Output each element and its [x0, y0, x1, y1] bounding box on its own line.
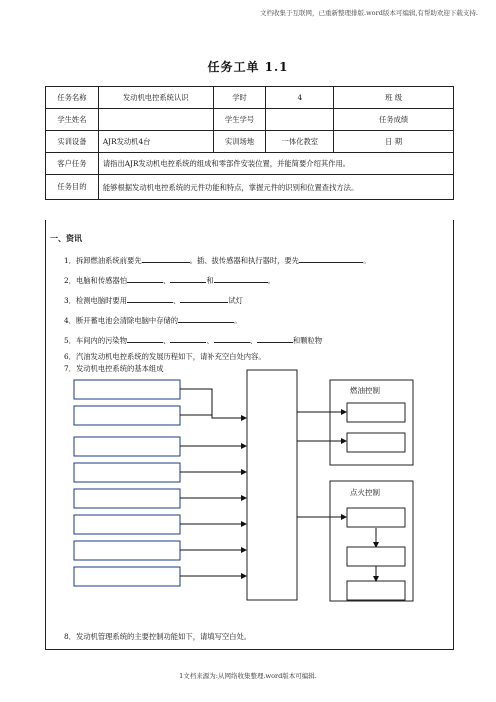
ignition-actuator-box[interactable]	[347, 581, 405, 600]
sensor-box[interactable]	[74, 463, 180, 482]
client-task-value: 请指出AJR发动机电控系统的组成和零部件安装位置，并能简要介绍其作用。	[98, 153, 453, 175]
sensor-box[interactable]	[74, 567, 180, 586]
ecu-box	[247, 370, 297, 600]
ignition-control-label: 点火控制	[350, 488, 380, 497]
fuel-actuator-box[interactable]	[347, 403, 405, 422]
task-name-value: 发动机电控系统认识	[98, 87, 213, 109]
ignition-actuator-box[interactable]	[347, 508, 405, 527]
header-note: 文档收集于互联网，已重新整理排版.word版本可编辑,有帮助欢迎下载支持.	[260, 9, 478, 17]
fuel-actuator-box[interactable]	[347, 433, 405, 452]
page-title: 任务工单 1.1	[207, 60, 289, 74]
question-3: 3．检测电脑时要用 、 试灯	[64, 296, 243, 305]
task-goal-value: 能够根据发动机电控系统的元件功能和特点，掌握元件的识别和位置查找方法。	[98, 175, 453, 200]
site-value: 一体化教室	[266, 131, 334, 153]
question-8: 8．发动机管理系统的主要控制功能如下，请填写空白处。	[64, 632, 252, 641]
task-name-label: 任务名称	[46, 87, 99, 109]
section-title: 一、资讯	[50, 234, 82, 243]
page-footer: 1文档来源为:从网络收集整理.word版本可编辑.	[179, 672, 317, 680]
ignition-control-group	[330, 481, 413, 601]
hours-value: 4	[266, 87, 334, 109]
sensor-box[interactable]	[74, 489, 180, 508]
question-7: 7．发动机电控系统的基本组成	[64, 364, 164, 373]
ignition-actuator-box[interactable]	[347, 547, 405, 566]
date-label: 日 期	[334, 131, 454, 153]
site-label: 实训场地	[213, 131, 266, 153]
question-1: 1．拆卸燃油系统前要先 。插、拔传感器和执行器时，要先 。	[64, 256, 371, 265]
question-5: 5．车间内的污染物 、 、 、 和颗粒物	[64, 336, 323, 345]
sensor-box[interactable]	[74, 437, 180, 456]
flow-arrow	[180, 389, 246, 418]
question-2: 2．电脑和传感器怕 、 和 。	[64, 276, 275, 285]
hours-label: 学时	[213, 87, 266, 109]
question-6: 6．汽油发动机电控系统的发展历程如下，请补充空白处内容。	[64, 352, 266, 361]
equipment-value: AJR发动机4台	[98, 131, 213, 153]
client-task-label: 客户任务	[46, 153, 99, 175]
score-label: 任务成绩	[334, 109, 454, 131]
sensor-box[interactable]	[74, 406, 180, 425]
student-id-label: 学生学号	[213, 109, 266, 131]
fuel-control-label: 燃油控制	[350, 386, 380, 395]
sensor-box[interactable]	[74, 515, 180, 534]
sensor-box[interactable]	[74, 380, 180, 399]
class-label: 班 级	[334, 87, 454, 109]
equipment-label: 实训设备	[46, 131, 99, 153]
student-name-label: 学生姓名	[46, 109, 99, 131]
task-goal-label: 任务目的	[46, 175, 99, 200]
question-4: 4．断开蓄电池会清除电脑中存储的 。	[64, 316, 242, 325]
sensor-box[interactable]	[74, 541, 180, 560]
